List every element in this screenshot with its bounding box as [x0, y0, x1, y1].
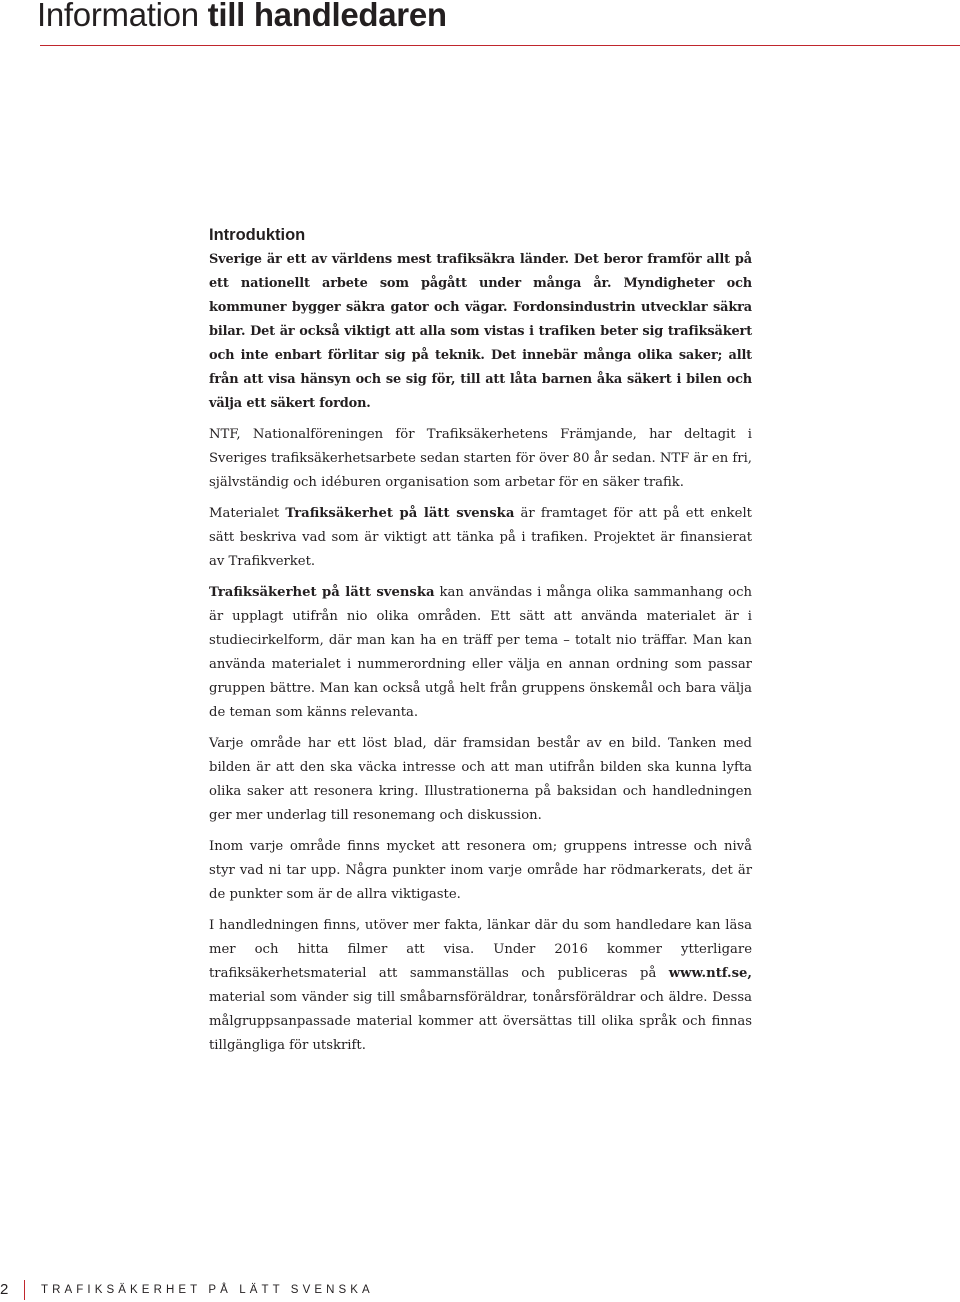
- page-footer: [0, 1278, 960, 1302]
- text-segment: material som vänder sig till småbarnsföräldrar, tonårsföräldrar och äldre. Dessa målgruppsanpassade material kommer att översättas till olika språk och finnas tillgängliga för utskrift.: [209, 990, 752, 1053]
- paragraph-materialet: [209, 502, 752, 574]
- paragraph-resonera: Inom varje område finns mycket att resonera om; gruppens intresse och nivå styr vad ni tar upp. Några punkter inom varje område har rödmarkerats, det är de punkter som är de allra viktigaste.: [209, 839, 752, 902]
- intro-lead-paragraph: Sverige är ett av världens mest trafiksäkra länder. Det beror framför allt på ett nationellt arbete som pågått under många år. Myndigheter och kommuner bygger säkra gator och vägar. Fordonsindustrin utvecklar säkra bilar. Det är också viktigt att alla som vistas i trafiken beter sig trafiksäkert och inte enbart förlitar sig på teknik. Det innebär många olika saker; allt från att visa hänsyn och se sig för, till att låta barnen åka säkert i bilen och välja ett säkert fordon.: [209, 252, 752, 411]
- main-content: [209, 224, 752, 1058]
- paragraph-ntf: NTF, Nationalföreningen för Trafiksäkerhetens Främjande, har deltagit i Sveriges trafiksäkerhetsarbete sedan starten för över 80 år sedan. NTF är en fri, självständig och idéburen organisation som arbetar för en säker trafik.: [209, 427, 752, 490]
- page-number: 2: [0, 1281, 9, 1298]
- header-divider: [40, 45, 960, 46]
- text-segment: Materialet: [209, 506, 286, 521]
- paragraph-anvandning: [209, 581, 752, 725]
- page-title: [37, 0, 447, 36]
- paragraph-handledningen: [209, 914, 752, 1058]
- paragraph-omrade: Varje område har ett löst blad, där framsidan består av en bild. Tanken med bilden är att den ska väcka intresse och att man utifrån bilden ska kunna lyfta olika saker att resonera kring. Illustrationerna på baksidan och handledningen ger mer underlag till resonemang och diskussion.: [209, 736, 752, 823]
- text-segment: är framtaget för att på ett enkelt sätt beskriva vad som är viktigt att tänka på i trafiken. Projektet är finansierat av Trafikverket.: [209, 506, 752, 569]
- page-title-bold: till handledaren: [207, 0, 447, 33]
- ntf-website-link[interactable]: www.ntf.se,: [668, 966, 752, 981]
- page-title-light: Information: [37, 0, 199, 33]
- material-title-emphasis: Trafiksäkerhet på lätt svenska: [209, 585, 435, 600]
- footer-divider: [24, 1280, 25, 1300]
- text-segment: I handledningen finns, utöver mer fakta, länkar där du som handledare kan läsa mer och hitta filmer att visa. Under 2016 kommer ytterligare trafiksäkerhetsmaterial att sammanställas och publiceras på: [209, 918, 752, 981]
- text-segment: kan användas i många olika sammanhang och är upplagt utifrån nio olika områden. Ett sätt att använda materialet är i studiecirkelform, där man kan ha en träff per tema – totalt nio träffar. Man kan använda materialet i nummerordning eller välja en annan ordning som passar gruppen bättre. Man kan också utgå helt från gruppens önskemål och bara välja de teman som känns relevanta.: [209, 585, 752, 720]
- material-title-emphasis: Trafiksäkerhet på lätt svenska: [285, 506, 515, 521]
- section-heading-introduktion: Introduktion: [209, 226, 306, 244]
- footer-publication-title: TRAFIKSÄKERHET PÅ LÄTT SVENSKA: [41, 1284, 374, 1296]
